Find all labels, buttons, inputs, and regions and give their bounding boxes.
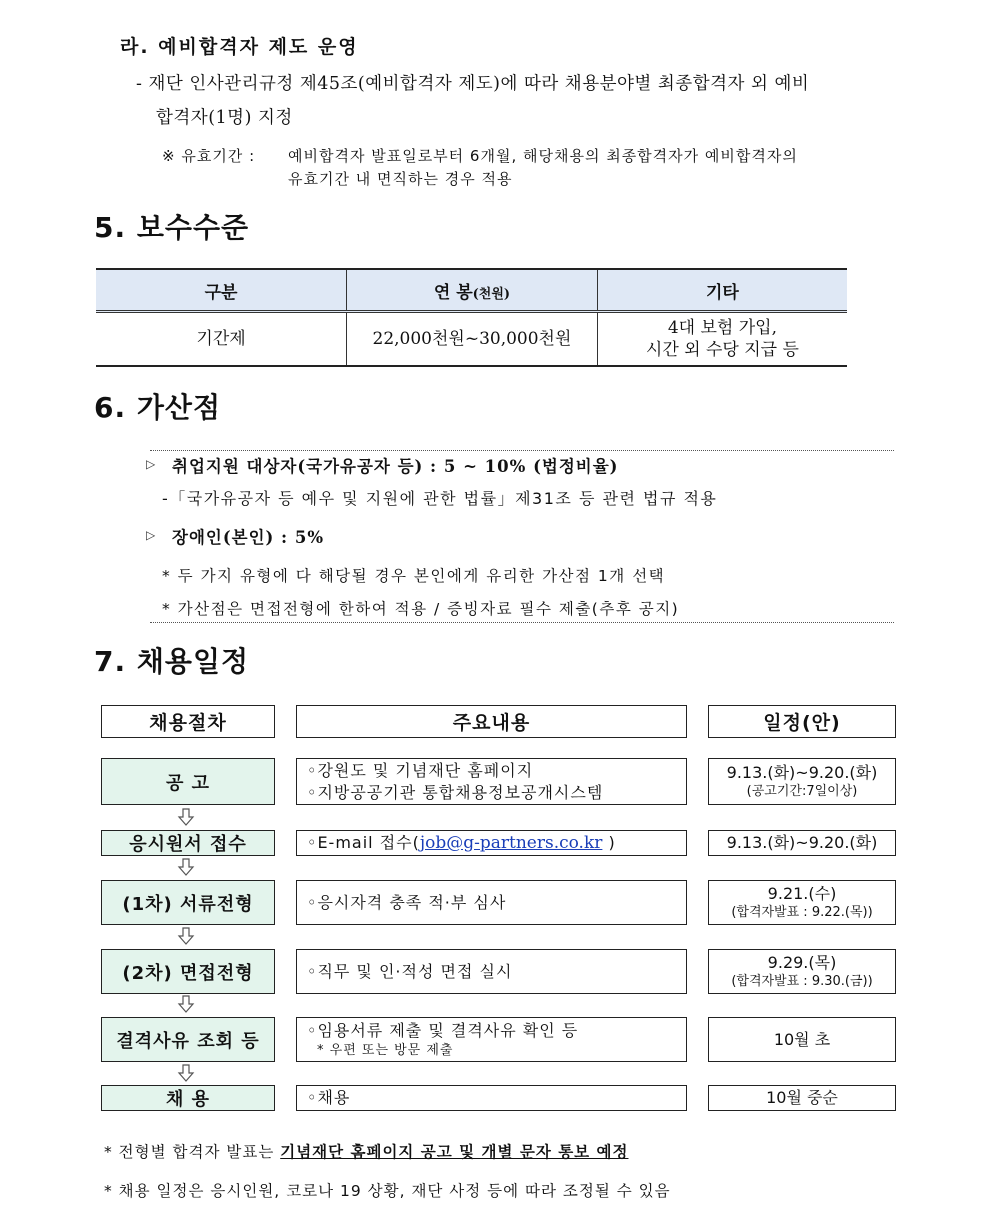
content-note: * 우편 또는 방문 제출 [317, 1042, 454, 1058]
date-main: 9.21.(수) [767, 883, 837, 903]
note-line: 예비합격자 발표일로부터 6개월, 해당채용의 최종합격자가 예비합격자의 [288, 147, 798, 165]
down-arrow-outline-icon [177, 858, 195, 876]
footnote-text: * 전형별 합격자 발표는 [104, 1143, 281, 1161]
step-box: 채 용 [101, 1085, 275, 1111]
date-main: 9.13.(화)~9.20.(화) [726, 762, 878, 782]
down-arrow-outline-icon [177, 995, 195, 1013]
bonus-subline: -「국가유공자 등 예우 및 지원에 관한 법률」제31조 등 관련 법규 적용 [162, 489, 718, 508]
step-date [708, 1017, 896, 1062]
cell-etc-line: 시간 외 수당 지급 등 [645, 340, 799, 360]
step-content [296, 949, 687, 994]
cell-etc-line: 4대 보험 가입, [667, 318, 777, 338]
divider [150, 622, 894, 623]
step-box: (2차) 면접전형 [101, 949, 275, 994]
date-main: 9.29.(목) [767, 952, 837, 972]
step-content [296, 1017, 687, 1062]
footnote-emphasis: 기념재단 홈페이지 공고 및 개별 문자 통보 예정 [280, 1143, 629, 1161]
date-main: 10월 중순 [766, 1088, 838, 1107]
section-title: 5. 보수수준 [94, 211, 250, 244]
cell-type: 기간제 [96, 312, 347, 367]
down-arrow-outline-icon [177, 1064, 195, 1082]
schedule-header: 일정(안) [708, 705, 896, 738]
content-line: ◦직무 및 인·적성 면접 실시 [307, 961, 513, 981]
step-date [708, 880, 896, 925]
step-content [296, 880, 687, 925]
col-header: 구분 [96, 269, 347, 312]
col-header-label: 연 봉 [433, 282, 473, 303]
bonus-note: * 가산점은 면접전형에 한하여 적용 / 증빙자료 필수 제출(추후 공지) [162, 600, 680, 618]
date-note: (합격자발표 : 9.22.(목)) [731, 904, 873, 920]
section-title: 7. 채용일정 [94, 645, 250, 678]
step-box: 응시원서 접수 [101, 830, 275, 856]
bonus-item: 취업지원 대상자(국가유공자 등) : 5 ~ 10% (법정비율) [172, 457, 619, 476]
step-date [708, 830, 896, 856]
content-line: ◦지방공공기관 통합채용정보공개시스템 [307, 782, 604, 802]
date-main: 9.13.(화)~9.20.(화) [726, 833, 878, 852]
step-content [296, 1085, 687, 1111]
content-line: ◦강원도 및 기념재단 홈페이지 [307, 760, 534, 780]
step-content [296, 830, 687, 856]
body-line: 합격자(1명) 지정 [156, 108, 293, 128]
note-line: 유효기간 내 면직하는 경우 적용 [288, 170, 513, 188]
step-box: 결격사유 조회 등 [101, 1017, 275, 1062]
date-note: (합격자발표 : 9.30.(금)) [731, 973, 873, 989]
step-content [296, 758, 687, 805]
section-title: 6. 가산점 [94, 391, 222, 424]
subsection-heading: 라. 예비합격자 제도 운영 [120, 36, 359, 58]
down-arrow-outline-icon [177, 808, 195, 826]
bonus-note: * 두 가지 유형에 다 해당될 경우 본인에게 유리한 가산점 1개 선택 [162, 567, 666, 585]
footnote [104, 1140, 628, 1162]
col-header [347, 269, 598, 312]
schedule-header: 채용절차 [101, 705, 275, 738]
date-note: (공고기간:7일이상) [746, 783, 858, 799]
footnote: * 채용 일정은 응시인원, 코로나 19 상황, 재단 사정 등에 따라 조정될 수 있음 [104, 1182, 671, 1200]
schedule-header: 주요내용 [296, 705, 687, 738]
cell-salary: 22,000천원~30,000천원 [347, 312, 598, 367]
content-line: ◦임용서류 제출 및 결격사유 확인 등 [307, 1020, 579, 1040]
salary-table [96, 268, 847, 367]
content-line: ◦응시자격 충족 적·부 심사 [307, 892, 507, 912]
triangle-right-outline-icon: ▷ [146, 457, 156, 471]
content-line [307, 832, 686, 854]
content-text: ◦E-mail 접수( [307, 833, 420, 852]
col-header: 기타 [597, 269, 847, 312]
body-line: - 재단 인사관리규정 제45조(예비합격자 제도)에 따라 채용분야별 최종합격자 외 예비 [136, 74, 810, 94]
step-date [708, 1085, 896, 1111]
cell-etc [597, 312, 847, 367]
content-text: ) [602, 833, 616, 852]
step-date [708, 949, 896, 994]
step-date [708, 758, 896, 805]
date-main: 10월 초 [773, 1029, 831, 1049]
step-box: 공 고 [101, 758, 275, 805]
step-box: (1차) 서류전형 [101, 880, 275, 925]
content-line: ◦채용 [307, 1088, 351, 1107]
col-header-unit: (천원) [472, 286, 511, 302]
divider [150, 450, 894, 451]
triangle-right-outline-icon: ▷ [146, 528, 156, 542]
bonus-item: 장애인(본인) : 5% [172, 528, 325, 547]
email-link[interactable]: job@g-partners.co.kr [419, 833, 603, 853]
down-arrow-outline-icon [177, 927, 195, 945]
note-label: ※ 유효기간 : [162, 147, 256, 165]
